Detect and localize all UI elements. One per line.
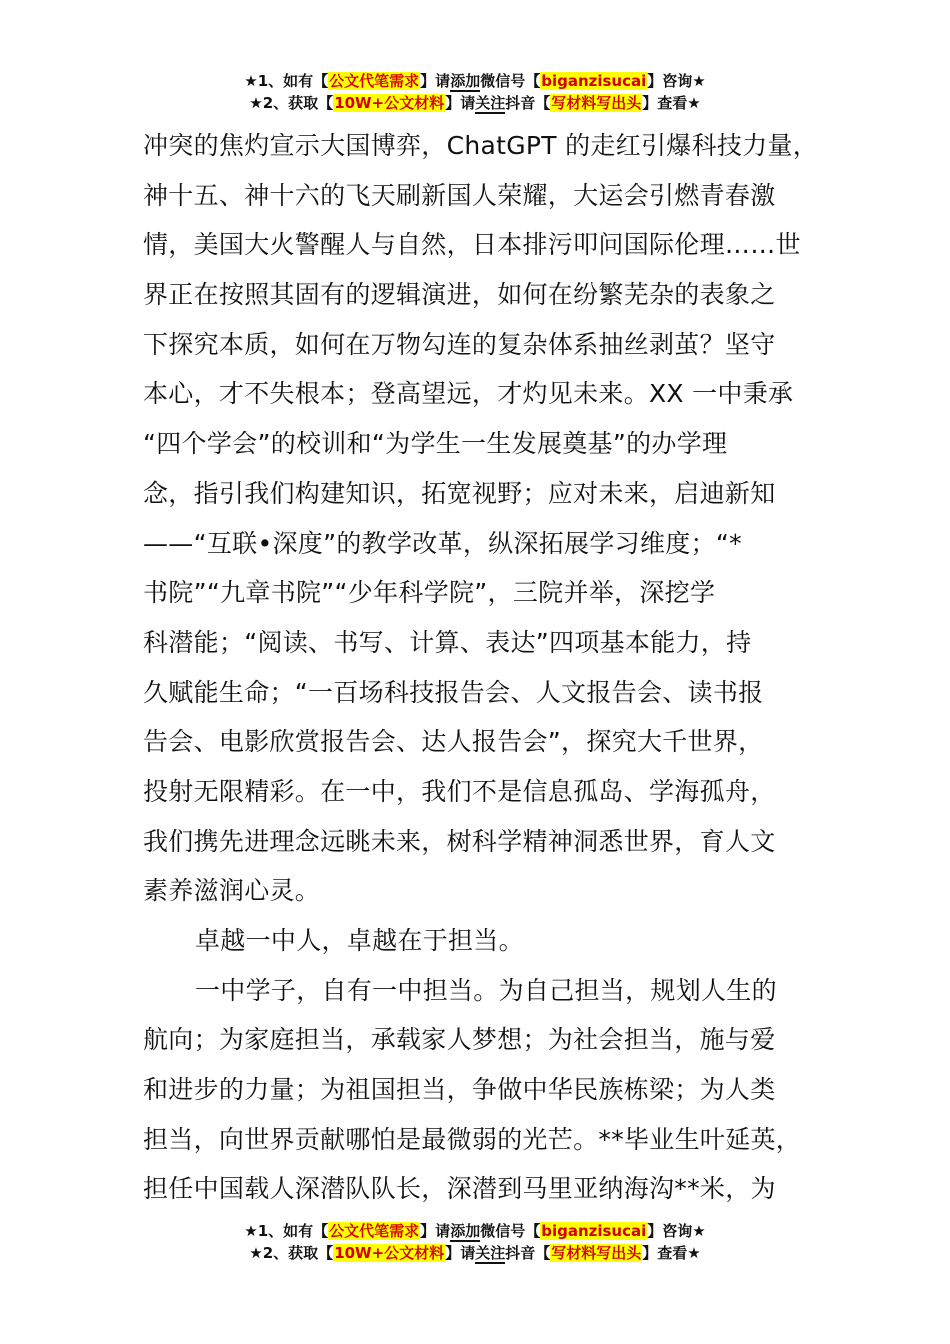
banner-underlined-text: 添加 <box>450 1222 481 1240</box>
banner-text: 】请 <box>445 94 476 112</box>
text-line: 投射无限精彩。在一中，我们不是信息孤岛、学海孤舟， <box>143 776 776 806</box>
text-line: 情，美国大火警醒人与自然，日本排污叩问国际伦理……世 <box>143 230 801 260</box>
text-line: 界正在按照其固有的逻辑演进，如何在纷繁芜杂的表象之 <box>143 280 776 310</box>
text-line: 本心，才不失根本；登高望远，才灼见未来。XX 一中秉承 <box>143 379 794 409</box>
banner-highlight: 10W+公文材料 <box>334 94 445 112</box>
footer-banner <box>0 1220 950 1264</box>
text-line: ——“互联•深度”的教学改革，纵深拓展学习维度；“* <box>143 528 742 558</box>
banner-text: 】请 <box>420 72 451 90</box>
banner-line-2 <box>0 1242 950 1264</box>
banner-highlight: 公文代笔需求 <box>329 72 420 90</box>
text-line: 航向；为家庭担当，承载家人梦想；为社会担当，施与爱 <box>143 1025 776 1055</box>
text-line: 冲突的焦灼宣示大国博弈，ChatGPT 的走红引爆科技力量， <box>143 131 819 160</box>
text-line: 下探究本质，如何在万物勾连的复杂体系抽丝剥茧？坚守 <box>143 329 776 359</box>
text-line: 告会、电影欣赏报告会、达人报告会”，探究大千世界， <box>143 727 764 757</box>
banner-highlight: 写材料写出头 <box>551 94 642 112</box>
banner-text: 抖音【 <box>505 94 551 112</box>
text-line: 我们携先进理念远眺未来，树科学精神洞悉世界，育人文 <box>143 826 776 856</box>
text-line: 念，指引我们构建知识，拓宽视野；应对未来，启迪新知 <box>143 478 776 508</box>
banner-text: 】咨询★ <box>647 72 706 90</box>
text-line: 书院”“九章书院”“少年科学院”，三院并举，深挖学 <box>143 578 716 608</box>
banner-highlight: 10W+公文材料 <box>334 1244 445 1262</box>
text-line: 神十五、神十六的飞天刷新国人荣耀，大运会引燃青春激 <box>143 180 776 210</box>
banner-text: ★2、获取【 <box>249 94 334 112</box>
text-line: 一中学子，自有一中担当。为自己担当，规划人生的 <box>195 975 777 1005</box>
banner-text: 】咨询★ <box>647 1222 706 1240</box>
banner-line-1 <box>0 1220 950 1242</box>
banner-highlight: biganzisucai <box>541 1222 647 1240</box>
banner-text: ★1、如有【 <box>244 1222 329 1240</box>
banner-highlight: biganzisucai <box>541 72 647 90</box>
banner-text: ★2、获取【 <box>249 1244 334 1262</box>
banner-underlined-text: 添加 <box>450 72 481 90</box>
banner-underlined-text: 关注 <box>475 1244 506 1262</box>
banner-text: 微信号【 <box>480 72 541 90</box>
paragraph-heading-line: 卓越一中人，卓越在于担当。 <box>195 926 524 955</box>
banner-text: 微信号【 <box>480 1222 541 1240</box>
document-body <box>143 121 828 1214</box>
text-line: 担当，向世界贡献哪怕是最微弱的光芒。**毕业生叶延英， <box>143 1124 802 1154</box>
text-line: 和进步的力量；为祖国担当，争做中华民族栋梁；为人类 <box>143 1075 776 1105</box>
text-line: 担任中国载人深潜队队长，深潜到马里亚纳海沟**米，为 <box>143 1174 776 1204</box>
banner-underlined-text: 关注 <box>475 94 506 112</box>
banner-highlight: 写材料写出头 <box>551 1244 642 1262</box>
banner-text: 】请 <box>445 1244 476 1262</box>
banner-line-1 <box>0 70 950 92</box>
text-line: 素养滋润心灵。 <box>143 876 321 906</box>
banner-text: ★1、如有【 <box>244 72 329 90</box>
text-line: “四个学会”的校训和“为学生一生发展奠基”的办学理 <box>143 429 728 459</box>
banner-text: 】查看★ <box>642 94 701 112</box>
banner-highlight: 公文代笔需求 <box>329 1222 420 1240</box>
banner-text: 抖音【 <box>505 1244 551 1262</box>
text-line: 科潜能；“阅读、书写、计算、表达”四项基本能力，持 <box>143 627 752 657</box>
header-banner <box>0 70 950 114</box>
banner-text: 】查看★ <box>642 1244 701 1262</box>
banner-text: 】请 <box>420 1222 451 1240</box>
text-line: 久赋能生命；“一百场科技报告会、人文报告会、读书报 <box>143 677 764 707</box>
banner-line-2 <box>0 92 950 114</box>
